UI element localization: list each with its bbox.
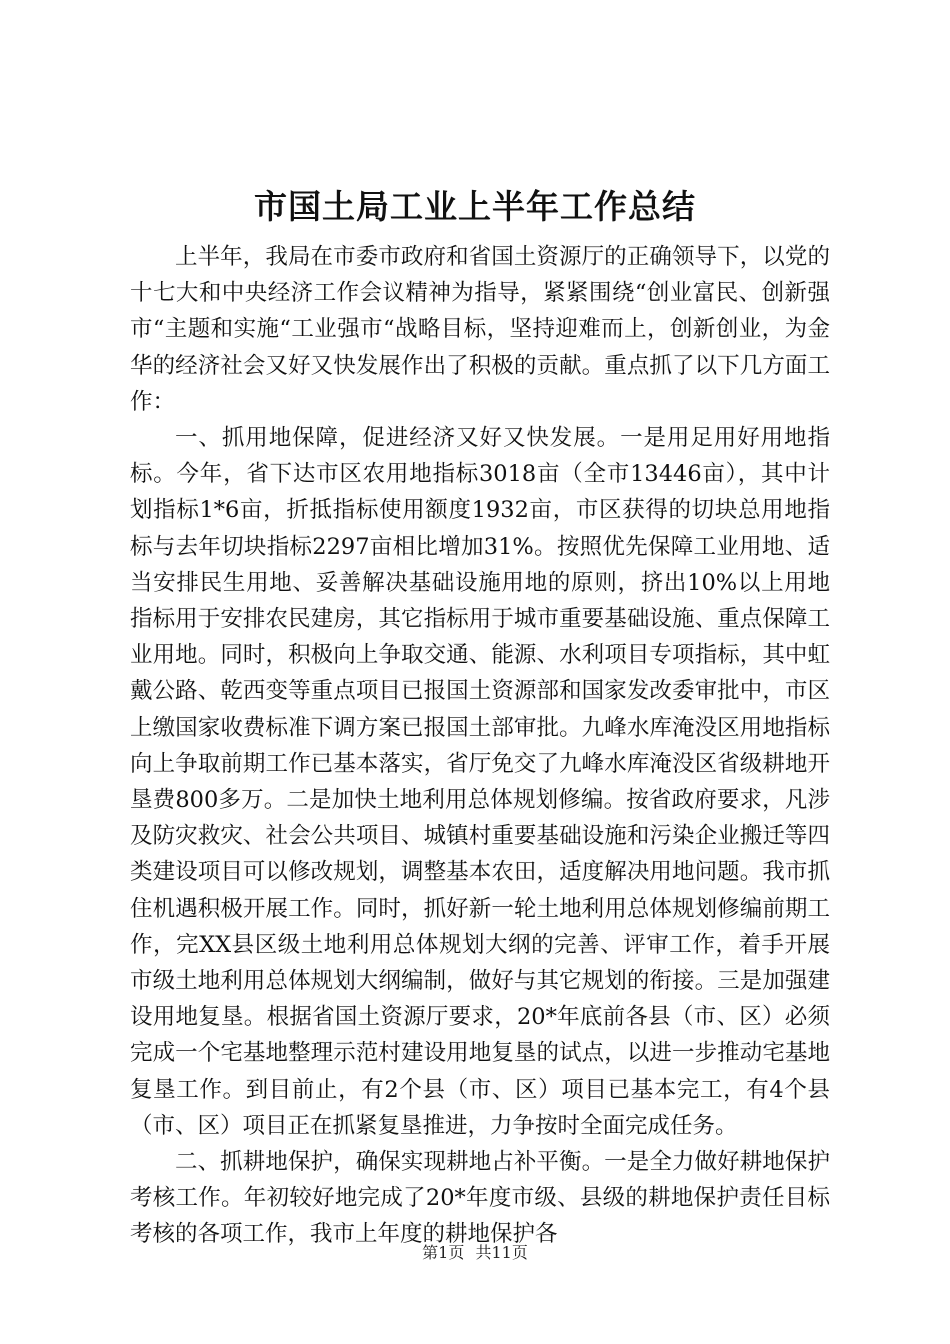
page-footer — [0, 1241, 950, 1265]
document-title: 市国土局工业上半年工作总结 — [254, 187, 696, 226]
page-number: 第1页 — [422, 1243, 465, 1262]
document-body — [130, 239, 830, 1253]
paragraph-land-use: 一、抓用地保障，促进经济又好又快发展。一是用足用好用地指标。今年，省下达市区农用地指标3018亩（全市13446亩），其中计划指标1*6亩，折抵指标使用额度1932亩，市区获得的切块总用地指标与去年切块指标2297亩相比增加31%。按照优先保障工业用地、适当安排民生用地、妥善解决基础设施用地的原则，挤出10%以上用地指标用于安排农民建房，其它指标用于城市重要基础设施、重点保障工业用地。同时，积极向上争取交通、能源、水利项目专项指标，其中虹戴公路、乾西变等重点项目已报国土资源部和国家发改委审批中，市区上缴国家收费标准下调方案已报国土部审批。九峰水库淹没区用地指标向上争取前期工作已基本落实，省厅免交了九峰水库淹没区省级耕地开垦费800多万。二是加快土地利用总体规划修编。按省政府要求，凡涉及防灾救灾、社会公共项目、城镇村重要基础设施和污染企业搬迁等四类建设项目可以修改规划，调整基本农田，适度解决用地问题。我市抓住机遇积极开展工作。同时，抓好新一轮土地利用总体规划修编前期工作，完XX县区级土地利用总体规划大纲的完善、评审工作，着手开展市级土地利用总体规划大纲编制，做好与其它规划的衔接。三是加强建设用地复垦。根据省国土资源厅要求，20*年底前各县（市、区）必须完成一个宅基地整理示范村建设用地复垦的试点，以进一步推动宅基地复垦工作。到目前止，有2个县（市、区）项目已基本完工，有4个县（市、区）项目正在抓紧复垦推进，力争按时全面完成任务。 — [130, 425, 830, 1139]
paragraph-intro: 上半年，我局在市委市政府和省国土资源厅的正确领导下，以党的十七大和中央经济工作会议精神为指导，紧紧围绕“创业富民、创新强市“主题和实施“工业强市“战略目标，坚持迎难而上，创新创业，为金华的经济社会又好又快发展作出了积极的贡献。重点抓了以下几方面工作： — [130, 244, 830, 415]
page-total: 共11页 — [475, 1243, 528, 1262]
paragraph-farmland-protection: 二、抓耕地保护，确保实现耕地占补平衡。一是全力做好耕地保护考核工作。年初较好地完成了20*年度市级、县级的耕地保护责任目标考核的各项工作，我市上年度的耕地保护各 — [130, 1149, 830, 1248]
